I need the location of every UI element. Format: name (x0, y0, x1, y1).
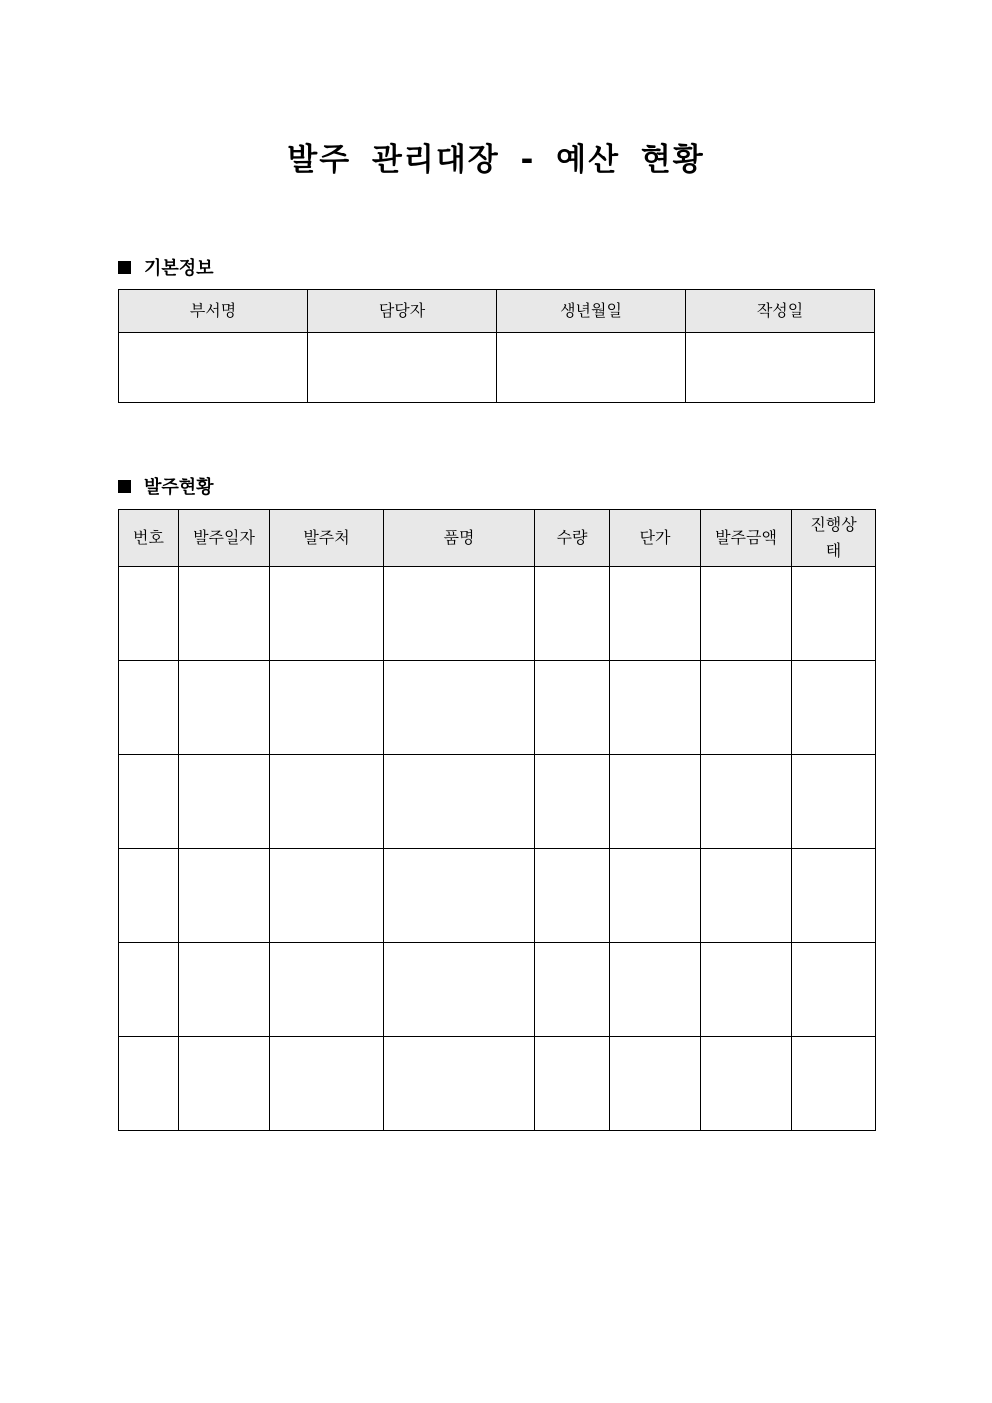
input-cell-quantity[interactable] (535, 661, 610, 755)
input-cell-vendor[interactable] (270, 755, 384, 849)
column-header-progress-status-line-1: 진행상 (810, 515, 857, 534)
input-cell-unit-price[interactable] (610, 1037, 701, 1131)
input-cell-order-amount[interactable] (701, 661, 792, 755)
input-cell-progress-status[interactable] (792, 849, 876, 943)
input-cell-quantity[interactable] (535, 943, 610, 1037)
input-cell-quantity[interactable] (535, 1037, 610, 1131)
input-cell-order-date[interactable] (179, 1037, 270, 1131)
input-cell-vendor[interactable] (270, 943, 384, 1037)
input-cell-order-date[interactable] (179, 849, 270, 943)
column-header-unit-price: 단가 (610, 510, 701, 567)
column-header-quantity: 수량 (535, 510, 610, 567)
input-cell-progress-status[interactable] (792, 1037, 876, 1131)
table-header-row (119, 290, 875, 333)
input-cell-unit-price[interactable] (610, 943, 701, 1037)
page-title: 발주 관리대장 - 예산 현황 (287, 142, 705, 178)
order-status-table (118, 509, 876, 1131)
column-header-order-date: 발주일자 (179, 510, 270, 567)
table-row (119, 943, 876, 1037)
table-row (119, 1037, 876, 1131)
table-row (119, 333, 875, 403)
column-header-department: 부서명 (119, 290, 308, 333)
column-header-progress-status-line-2: 태 (825, 541, 842, 560)
input-cell-order-amount[interactable] (701, 943, 792, 1037)
input-cell-number[interactable] (119, 849, 179, 943)
input-cell-item-name[interactable] (384, 1037, 535, 1131)
input-cell-order-amount[interactable] (701, 567, 792, 661)
section-heading-label: 기본정보 (144, 258, 214, 279)
input-cell-order-amount[interactable] (701, 849, 792, 943)
input-cell-order-date[interactable] (179, 567, 270, 661)
input-cell-department[interactable] (119, 333, 308, 403)
table-row (119, 567, 876, 661)
input-cell-quantity[interactable] (535, 849, 610, 943)
input-cell-vendor[interactable] (270, 567, 384, 661)
input-cell-quantity[interactable] (535, 755, 610, 849)
input-cell-created-date[interactable] (686, 333, 875, 403)
column-header-item-name: 품명 (384, 510, 535, 567)
input-cell-unit-price[interactable] (610, 849, 701, 943)
input-cell-quantity[interactable] (535, 567, 610, 661)
section-heading-label: 발주현황 (144, 477, 214, 498)
square-bullet-icon (118, 480, 131, 493)
basic-info-table (118, 289, 875, 403)
input-cell-progress-status[interactable] (792, 661, 876, 755)
input-cell-unit-price[interactable] (610, 567, 701, 661)
input-cell-item-name[interactable] (384, 849, 535, 943)
input-cell-vendor[interactable] (270, 849, 384, 943)
input-cell-item-name[interactable] (384, 567, 535, 661)
section-heading-basic-info (118, 254, 214, 280)
input-cell-number[interactable] (119, 755, 179, 849)
input-cell-progress-status[interactable] (792, 943, 876, 1037)
input-cell-number[interactable] (119, 661, 179, 755)
input-cell-item-name[interactable] (384, 943, 535, 1037)
table-row (119, 661, 876, 755)
input-cell-order-date[interactable] (179, 943, 270, 1037)
column-header-vendor: 발주처 (270, 510, 384, 567)
column-header-manager: 담당자 (308, 290, 497, 333)
table-header-row (119, 510, 876, 567)
input-cell-vendor[interactable] (270, 1037, 384, 1131)
input-cell-item-name[interactable] (384, 661, 535, 755)
section-heading-order-status (118, 473, 214, 499)
input-cell-unit-price[interactable] (610, 661, 701, 755)
square-bullet-icon (118, 261, 131, 274)
input-cell-order-date[interactable] (179, 661, 270, 755)
column-header-order-amount: 발주금액 (701, 510, 792, 567)
input-cell-number[interactable] (119, 1037, 179, 1131)
input-cell-item-name[interactable] (384, 755, 535, 849)
input-cell-order-amount[interactable] (701, 755, 792, 849)
table-row (119, 755, 876, 849)
input-cell-manager[interactable] (308, 333, 497, 403)
input-cell-progress-status[interactable] (792, 755, 876, 849)
input-cell-progress-status[interactable] (792, 567, 876, 661)
input-cell-unit-price[interactable] (610, 755, 701, 849)
table-row (119, 849, 876, 943)
column-header-number: 번호 (119, 510, 179, 567)
input-cell-number[interactable] (119, 567, 179, 661)
column-header-created-date: 작성일 (686, 290, 875, 333)
input-cell-order-amount[interactable] (701, 1037, 792, 1131)
input-cell-number[interactable] (119, 943, 179, 1037)
column-header-birthdate: 생년월일 (497, 290, 686, 333)
input-cell-vendor[interactable] (270, 661, 384, 755)
input-cell-birthdate[interactable] (497, 333, 686, 403)
column-header-progress-status (792, 510, 876, 567)
input-cell-order-date[interactable] (179, 755, 270, 849)
